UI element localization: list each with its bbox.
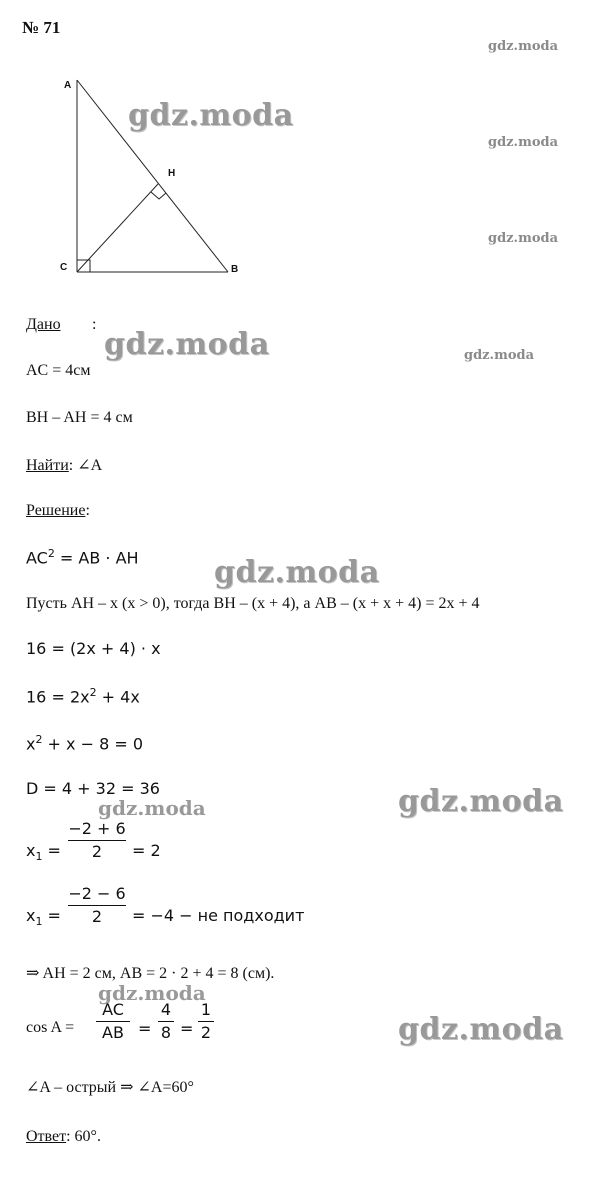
equation-quadratic-2: $x^2 + x - 8 = 0$ (26, 733, 144, 754)
watermark-large: gdz.moda (398, 784, 564, 819)
find-line: Найти: ∠A (26, 457, 103, 474)
watermark-large: gdz.moda (128, 98, 294, 133)
given-colon: : (92, 316, 97, 333)
root-1-numerator: −2 + 6 (68, 819, 126, 838)
equation-quadratic-1: $16 = 2x^2 + 4x$ (26, 686, 140, 707)
equation-ac-squared: $AC^2$ = AB · AH (26, 547, 139, 568)
cos-fraction-3-num: 1 (200, 1000, 212, 1019)
answer-line (26, 1128, 101, 1146)
watermark-large: gdz.moda (214, 555, 380, 590)
cos-equals-2: = (180, 1019, 194, 1038)
vertex-label-a: A (64, 80, 72, 91)
root-2-result: = −4 − не подходит (132, 906, 305, 925)
watermark-small: gdz.moda (488, 39, 559, 54)
root-1-lhs: $x_1$ = (26, 841, 61, 864)
vertex-label-c: C (60, 262, 68, 273)
cos-fraction-1 (96, 1000, 130, 1043)
equation-16: 16 = (2x + 4) · x (26, 639, 161, 658)
cos-fraction-3 (198, 1000, 214, 1043)
watermark-small: gdz.moda (488, 231, 559, 246)
given-heading: Дано (26, 316, 61, 333)
conclusion-ah-ab: ⇒ AH = 2 см, AB = 2 · 2 + 4 = 8 (см). (26, 965, 275, 982)
solution-heading-line: Решение: (26, 502, 90, 519)
watermark-large: gdz.moda (104, 327, 270, 362)
find-value: ∠A (77, 457, 103, 474)
root-2-denominator: 2 (91, 907, 103, 926)
root-2-lhs: $x_1$ = (26, 906, 61, 929)
watermark-medium: gdz.moda (98, 796, 206, 820)
watermark-large: gdz.moda (398, 1012, 564, 1047)
given-line-1: AC = 4см (26, 362, 91, 379)
watermark-medium: gdz.moda (98, 981, 206, 1005)
cos-fraction-3-den: 2 (200, 1023, 212, 1042)
root-1-fraction (68, 819, 126, 862)
root-1-result: = 2 (132, 841, 161, 860)
root-2-fraction (68, 884, 126, 927)
given-line-2: BH – AH = 4 см (26, 409, 133, 426)
find-heading: Найти (26, 457, 69, 474)
angle-conclusion: ∠A – острый ⇒ ∠A=60° (26, 1079, 194, 1096)
cos-fraction-1-num: AC (102, 1000, 124, 1019)
cos-fraction-2 (158, 1000, 174, 1043)
answer-heading: Ответ (26, 1128, 67, 1145)
cos-fraction-2-den: 8 (160, 1023, 172, 1042)
watermark-small: gdz.moda (488, 135, 559, 150)
cos-equals-1: = (138, 1019, 152, 1038)
discriminant: D = 4 + 32 = 36 (26, 779, 160, 798)
cos-fraction-1-den: AB (102, 1023, 124, 1042)
solution-heading: Решение (26, 502, 86, 519)
answer-value: : 60°. (66, 1128, 101, 1145)
root-1-denominator: 2 (91, 842, 103, 861)
vertex-label-h: H (168, 168, 176, 179)
vertex-label-b: B (231, 264, 239, 275)
problem-number: № 71 (22, 18, 61, 37)
root-2-numerator: −2 − 6 (68, 884, 126, 903)
cos-fraction-2-num: 4 (160, 1000, 172, 1019)
watermark-small: gdz.moda (464, 348, 535, 363)
let-statement: Пусть AH – x (x > 0), тогда BH – (x + 4), а AB – (x + x + 4) = 2x + 4 (26, 595, 480, 612)
cos-lhs: cos A = (26, 1019, 75, 1036)
